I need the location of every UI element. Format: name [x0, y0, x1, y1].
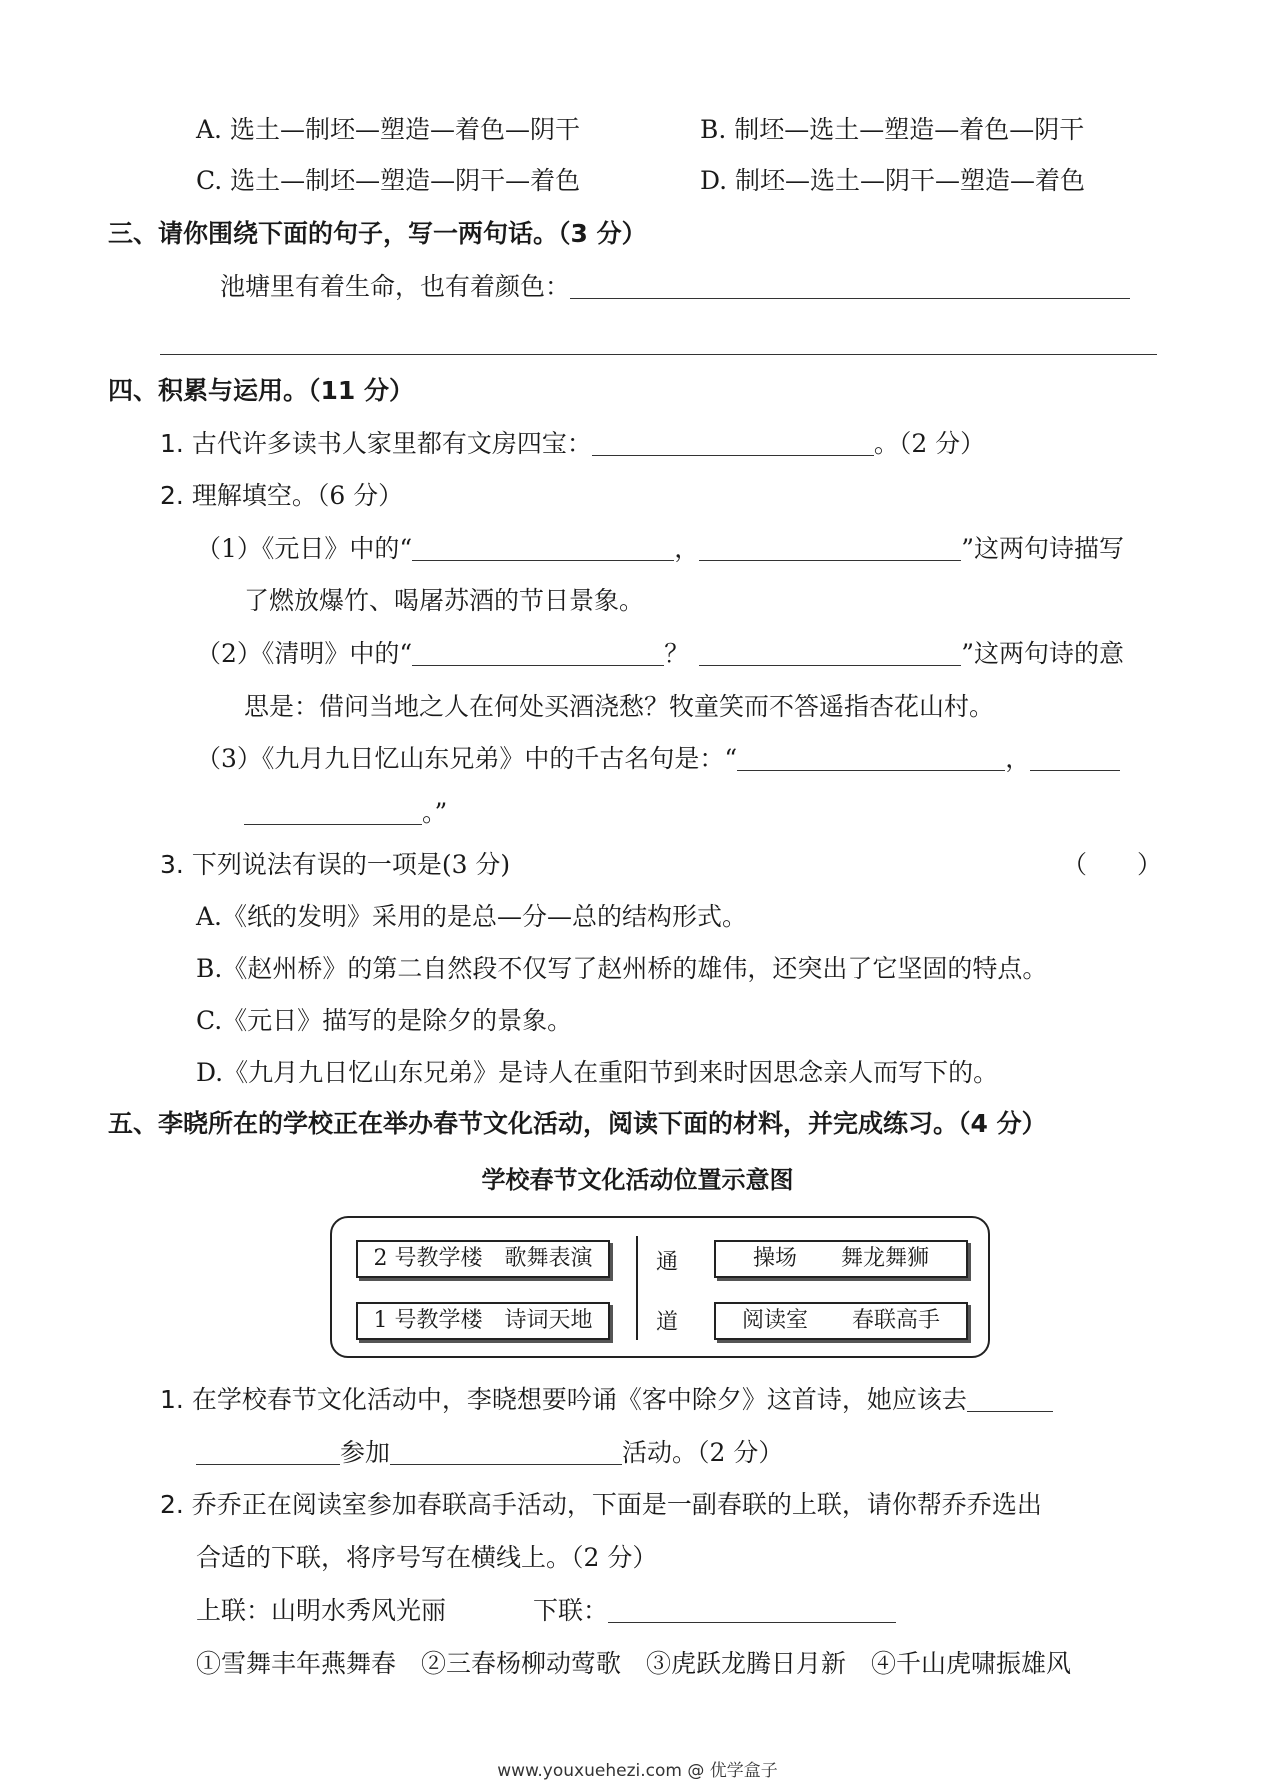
answer-blank[interactable]	[196, 1438, 340, 1465]
option-c: C. 选土—制坯—塑造—阴干—着色	[196, 166, 581, 195]
p1-tail: ”这两句诗描写	[961, 534, 1124, 563]
q-mid: 参加	[340, 1438, 391, 1467]
answer-blank[interactable]	[737, 744, 1005, 771]
q-tail: 活动。（2 分）	[622, 1438, 784, 1467]
p1-comma: ，	[674, 534, 700, 563]
s5-q1-cont	[196, 1436, 783, 1470]
map-cell-reading-room: 阅读室 春联高手	[714, 1302, 968, 1340]
option-d: D. 制坯—选土—阴干—塑造—着色	[700, 166, 1086, 195]
q-text: 在学校春节文化活动中，李晓想要吟诵《客中除夕》这首诗，她应该去	[191, 1385, 967, 1414]
s4-q2-p3-cont	[244, 796, 447, 830]
p3-comma: ，	[1005, 744, 1031, 773]
answer-blank[interactable]	[412, 534, 674, 561]
map-cell-playground: 操场 舞龙舞狮	[714, 1240, 968, 1278]
answer-blank[interactable]	[390, 1438, 622, 1465]
q-number: 1.	[160, 1385, 184, 1414]
answer-blank[interactable]	[1030, 744, 1120, 771]
q-text: 下列说法有误的一项是(3 分)	[191, 850, 511, 879]
p3-end: 。”	[422, 798, 448, 827]
p2-tail: ”这两句诗的意	[961, 639, 1124, 668]
s4-q2-p1-cont: 了燃放爆竹、喝屠苏酒的节日景象。	[244, 586, 645, 615]
s4-q3-option-c: C.《元日》描写的是除夕的景象。	[196, 1006, 573, 1035]
s4-q2-p1	[196, 532, 1124, 566]
answer-blank[interactable]	[592, 429, 874, 456]
p3-lead: （3）《九月九日忆山东兄弟》中的千古名句是：“	[196, 744, 738, 773]
answer-blank[interactable]	[412, 639, 664, 666]
s5-q1	[160, 1383, 1053, 1417]
s4-q2-p2-cont: 思是：借问当地之人在何处买酒浇愁？牧童笑而不答遥指杏花山村。	[244, 692, 995, 721]
map-cell-building-2: 2 号教学楼 歌舞表演	[356, 1240, 610, 1278]
activity-map	[330, 1216, 990, 1358]
p2-q: ？	[664, 639, 690, 668]
road-divider	[636, 1236, 638, 1340]
couplet-upper: 上联：山明水秀风光丽	[196, 1596, 447, 1625]
s4-q2	[160, 479, 403, 513]
p1-lead: （1）《元日》中的“	[196, 534, 413, 563]
section-4-heading: 四、积累与运用。（11 分）	[108, 376, 414, 405]
prompt-text: 池塘里有着生命，也有着颜色：	[220, 272, 571, 301]
q-number: 3.	[160, 850, 184, 879]
map-cell-building-1: 1 号教学楼 诗词天地	[356, 1302, 610, 1340]
q-number: 1.	[160, 429, 184, 458]
s4-q3-option-a: A.《纸的发明》采用的是总—分—总的结构形式。	[196, 902, 748, 931]
s4-q1	[160, 427, 985, 461]
q-text: 理解填空。（6 分）	[191, 481, 404, 510]
s5-q2	[160, 1488, 1042, 1522]
answer-paren[interactable]: （ ）	[1062, 850, 1163, 879]
answer-blank[interactable]	[699, 534, 961, 561]
map-title: 学校春节文化活动位置示意图	[481, 1166, 794, 1194]
answer-blank[interactable]	[699, 639, 961, 666]
s4-q2-p2	[196, 637, 1124, 671]
section-5-heading: 五、李晓所在的学校正在举办春节文化活动，阅读下面的材料，并完成练习。（4 分）	[108, 1109, 1047, 1138]
lower-label: 下联：	[533, 1596, 609, 1625]
couplet-options: ①雪舞丰年燕舞春 ②三春杨柳动莺歌 ③虎跃龙腾日月新 ④千山虎啸振雄风	[196, 1649, 1072, 1678]
s4-q2-p3	[196, 742, 1120, 776]
q-number: 2.	[160, 1490, 184, 1519]
option-b: B. 制坯—选土—塑造—着色—阴干	[700, 115, 1085, 144]
q-text: 乔乔正在阅读室参加春联高手活动，下面是一副春联的上联，请你帮乔乔选出	[191, 1490, 1042, 1519]
q-text: 古代许多读书人家里都有文房四宝：	[191, 429, 592, 458]
answer-line[interactable]	[160, 354, 1157, 355]
answer-blank[interactable]	[967, 1385, 1053, 1412]
section-3-heading: 三、请你围绕下面的句子，写一两句话。（3 分）	[108, 219, 647, 248]
answer-blank[interactable]	[608, 1596, 896, 1623]
option-a: A. 选土—制坯—塑造—着色—阴干	[196, 115, 580, 144]
section-3-prompt	[220, 270, 1130, 304]
road-label-2: 道	[656, 1310, 679, 1335]
q-tail: 。（2 分）	[873, 429, 986, 458]
s4-q3-option-d: D.《九月九日忆山东兄弟》是诗人在重阳节到来时因思念亲人而写下的。	[196, 1058, 999, 1087]
footer-watermark: www.youxuehezi.com @ 优学盒子	[497, 1761, 778, 1781]
answer-blank[interactable]	[570, 272, 1130, 299]
couplet-lower	[533, 1594, 896, 1628]
s5-q2-cont: 合适的下联，将序号写在横线上。（2 分）	[196, 1543, 658, 1572]
q-number: 2.	[160, 481, 184, 510]
s4-q3	[160, 848, 510, 882]
p2-lead: （2）《清明》中的“	[196, 639, 413, 668]
road-label-1: 通	[656, 1250, 679, 1275]
answer-blank[interactable]	[244, 798, 422, 825]
s4-q3-option-b: B.《赵州桥》的第二自然段不仅写了赵州桥的雄伟，还突出了它坚固的特点。	[196, 954, 1048, 983]
